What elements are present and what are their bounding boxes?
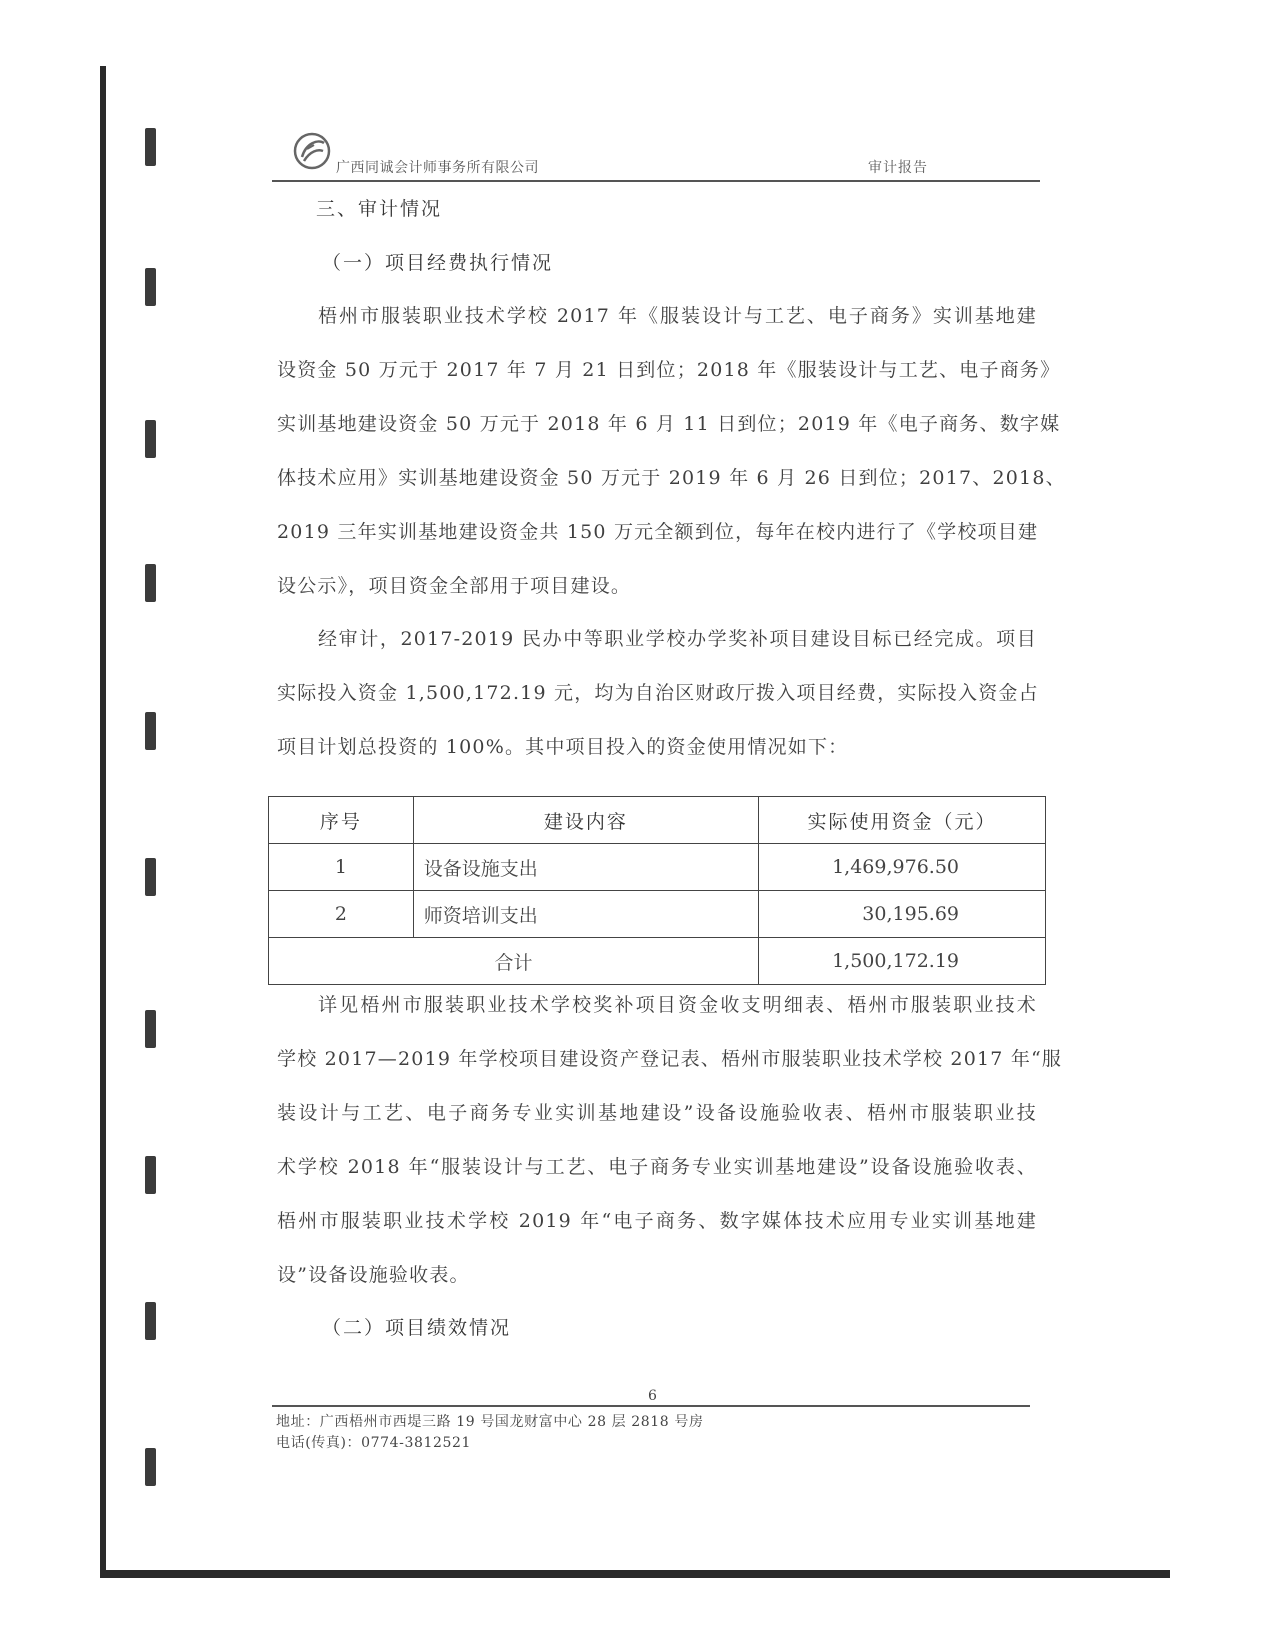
table-cell-item: 设备设施支出 xyxy=(413,844,758,891)
binder-hole-mark xyxy=(145,712,156,750)
paragraph-line: 详见梧州市服装职业技术学校奖补项目资金收支明细表、梧州市服装职业技术 xyxy=(318,994,1037,1016)
paragraph-line: 装设计与工艺、电子商务专业实训基地建设”设备设施验收表、梧州市服装职业技 xyxy=(277,1102,1037,1124)
firm-name: 广西同诚会计师事务所有限公司 xyxy=(336,160,539,176)
footer-address: 地址：广西梧州市西堤三路 19 号国龙财富中心 28 层 2818 号房 xyxy=(276,1414,704,1430)
paragraph-line: 实际投入资金 1,500,172.19 元，均为自治区财政厅拨入项目经费，实际投入资金占 xyxy=(277,682,1039,704)
paragraph-line: 学校 2017—2019 年学校项目建设资产登记表、梧州市服装职业技术学校 2017 年“服 xyxy=(277,1048,1063,1070)
binder-hole-mark xyxy=(145,128,156,166)
binder-hole-mark xyxy=(145,1010,156,1048)
paragraph-line: 术学校 2018 年“服装设计与工艺、电子商务专业实训基地建设”设备设施验收表、 xyxy=(277,1156,1037,1178)
binder-hole-mark xyxy=(145,268,156,306)
table-cell-amount: 1,469,976.50 xyxy=(759,844,1046,891)
paragraph-line: 项目计划总投资的 100%。其中项目投入的资金使用情况如下： xyxy=(277,736,849,758)
table-cell-amount: 30,195.69 xyxy=(759,891,1046,938)
paragraph-line: 设”设备设施验收表。 xyxy=(277,1264,470,1286)
subsection-title-performance: （二）项目绩效情况 xyxy=(322,1317,512,1339)
binder-hole-mark xyxy=(145,564,156,602)
table-total-amount: 1,500,172.19 xyxy=(759,938,1046,985)
fund-usage-table xyxy=(268,796,1046,985)
table-total-row xyxy=(269,938,1046,985)
section-title: 三、审计情况 xyxy=(316,198,443,220)
paragraph-line: 梧州市服装职业技术学校 2019 年“电子商务、数字媒体技术应用专业实训基地建 xyxy=(277,1210,1037,1232)
report-type: 审计报告 xyxy=(868,160,928,176)
footer-phone: 电话(传真)：0774-3812521 xyxy=(276,1435,472,1451)
table-header-row xyxy=(269,797,1046,844)
firm-logo-icon xyxy=(292,131,332,171)
paragraph-line: 2019 三年实训基地建设资金共 150 万元全额到位，每年在校内进行了《学校项目建 xyxy=(277,521,1039,543)
paragraph-line: 梧州市服装职业技术学校 2017 年《服装设计与工艺、电子商务》实训基地建 xyxy=(318,305,1037,327)
table-row xyxy=(269,891,1046,938)
table-header-cell: 序号 xyxy=(269,797,414,844)
table-header-cell: 实际使用资金（元） xyxy=(759,797,1046,844)
binder-hole-mark xyxy=(145,1448,156,1486)
header-divider xyxy=(272,180,1040,182)
table-total-label: 合计 xyxy=(269,938,759,985)
binder-hole-mark xyxy=(145,858,156,896)
paragraph-line: 设公示》，项目资金全部用于项目建设。 xyxy=(277,575,632,597)
scan-edge-bottom xyxy=(100,1570,1170,1578)
paragraph-line: 经审计，2017-2019 民办中等职业学校办学奖补项目建设目标已经完成。项目 xyxy=(318,628,1037,650)
binder-hole-mark xyxy=(145,1302,156,1340)
table-cell-no: 2 xyxy=(269,891,414,938)
binder-hole-mark xyxy=(145,420,156,458)
paragraph-line: 实训基地建设资金 50 万元于 2018 年 6 月 11 日到位；2019 年《电子商务、数字媒 xyxy=(277,413,1061,435)
table-cell-item: 师资培训支出 xyxy=(413,891,758,938)
subsection-title-funds: （一）项目经费执行情况 xyxy=(322,252,554,274)
page-number: 6 xyxy=(648,1388,657,1404)
binder-hole-mark xyxy=(145,1156,156,1194)
paragraph-line: 设资金 50 万元于 2017 年 7 月 21 日到位；2018 年《服装设计与工艺、电子商务》 xyxy=(277,359,1061,381)
table-cell-no: 1 xyxy=(269,844,414,891)
table-header-cell: 建设内容 xyxy=(413,797,758,844)
table-row xyxy=(269,844,1046,891)
footer-divider xyxy=(272,1405,1030,1407)
scan-edge-left xyxy=(100,66,106,1574)
paragraph-line: 体技术应用》实训基地建设资金 50 万元于 2019 年 6 月 26 日到位；2017、2018、 xyxy=(277,467,1066,489)
